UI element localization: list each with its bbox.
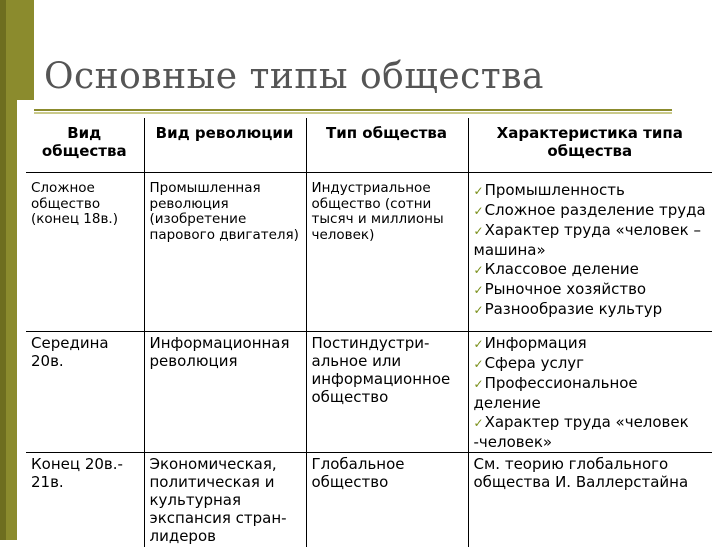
checkmark-icon: ✓ (474, 184, 484, 198)
cell-type: Индустриальное общество (сотни тысяч и миллионы человек) (306, 173, 468, 332)
checkmark-icon: ✓ (474, 204, 484, 218)
list-item: ✓Сфера услуг (474, 354, 707, 374)
cell-characteristic: См. теорию глобального общества И. Валлерстайна (468, 453, 712, 547)
left-accent-stripe (0, 0, 6, 540)
corner-accent-block (17, 0, 34, 100)
cell-revolution: Промышленная революция (изобретение парового двигателя) (144, 173, 306, 332)
checkmark-icon: ✓ (474, 337, 484, 351)
cell-period: Конец 20в.- 21в. (26, 453, 144, 547)
checkmark-icon: ✓ (474, 377, 484, 391)
header-revolution-kind: Вид революции (144, 118, 306, 173)
feature-list (474, 181, 707, 320)
checkmark-icon: ✓ (474, 416, 484, 430)
cell-period: Середина 20в. (26, 332, 144, 453)
checkmark-icon: ✓ (474, 224, 484, 238)
cell-features (468, 332, 712, 453)
list-item: ✓Информация (474, 334, 707, 354)
cell-revolution: Экономическая, политическая и культурная экспансия стран-лидеров (144, 453, 306, 547)
society-types-table (26, 118, 712, 547)
cell-type: Постиндустри-альное или информационное общество (306, 332, 468, 453)
list-item: ✓Профессиональное деление (474, 374, 707, 413)
header-characteristic: Характеристика типа общества (468, 118, 712, 173)
table-row (26, 173, 712, 332)
header-society-type: Тип общества (306, 118, 468, 173)
checkmark-icon: ✓ (474, 357, 484, 371)
title-divider-light (34, 112, 672, 114)
list-item: ✓Характер труда «человек –машина» (474, 221, 707, 260)
cell-revolution: Информационная революция (144, 332, 306, 453)
feature-list (474, 334, 707, 452)
list-item: ✓Классовое деление (474, 260, 707, 280)
table-row (26, 332, 712, 453)
table-header-row (26, 118, 712, 173)
checkmark-icon: ✓ (474, 283, 484, 297)
list-item: ✓Рыночное хозяйство (474, 280, 707, 300)
list-item: ✓Характер труда «человек -человек» (474, 413, 707, 452)
table-row (26, 453, 712, 547)
list-item: ✓Разнообразие культур (474, 300, 707, 320)
slide-title: Основные типы общества (44, 56, 544, 97)
cell-features (468, 173, 712, 332)
checkmark-icon: ✓ (474, 303, 484, 317)
list-item: ✓Сложное разделение труда (474, 201, 707, 221)
cell-type: Глобальное общество (306, 453, 468, 547)
cell-period: Сложное общество (конец 18в.) (26, 173, 144, 332)
header-society-kind: Вид общества (26, 118, 144, 173)
checkmark-icon: ✓ (474, 263, 484, 277)
list-item: ✓Промышленность (474, 181, 707, 201)
title-divider (34, 109, 672, 111)
